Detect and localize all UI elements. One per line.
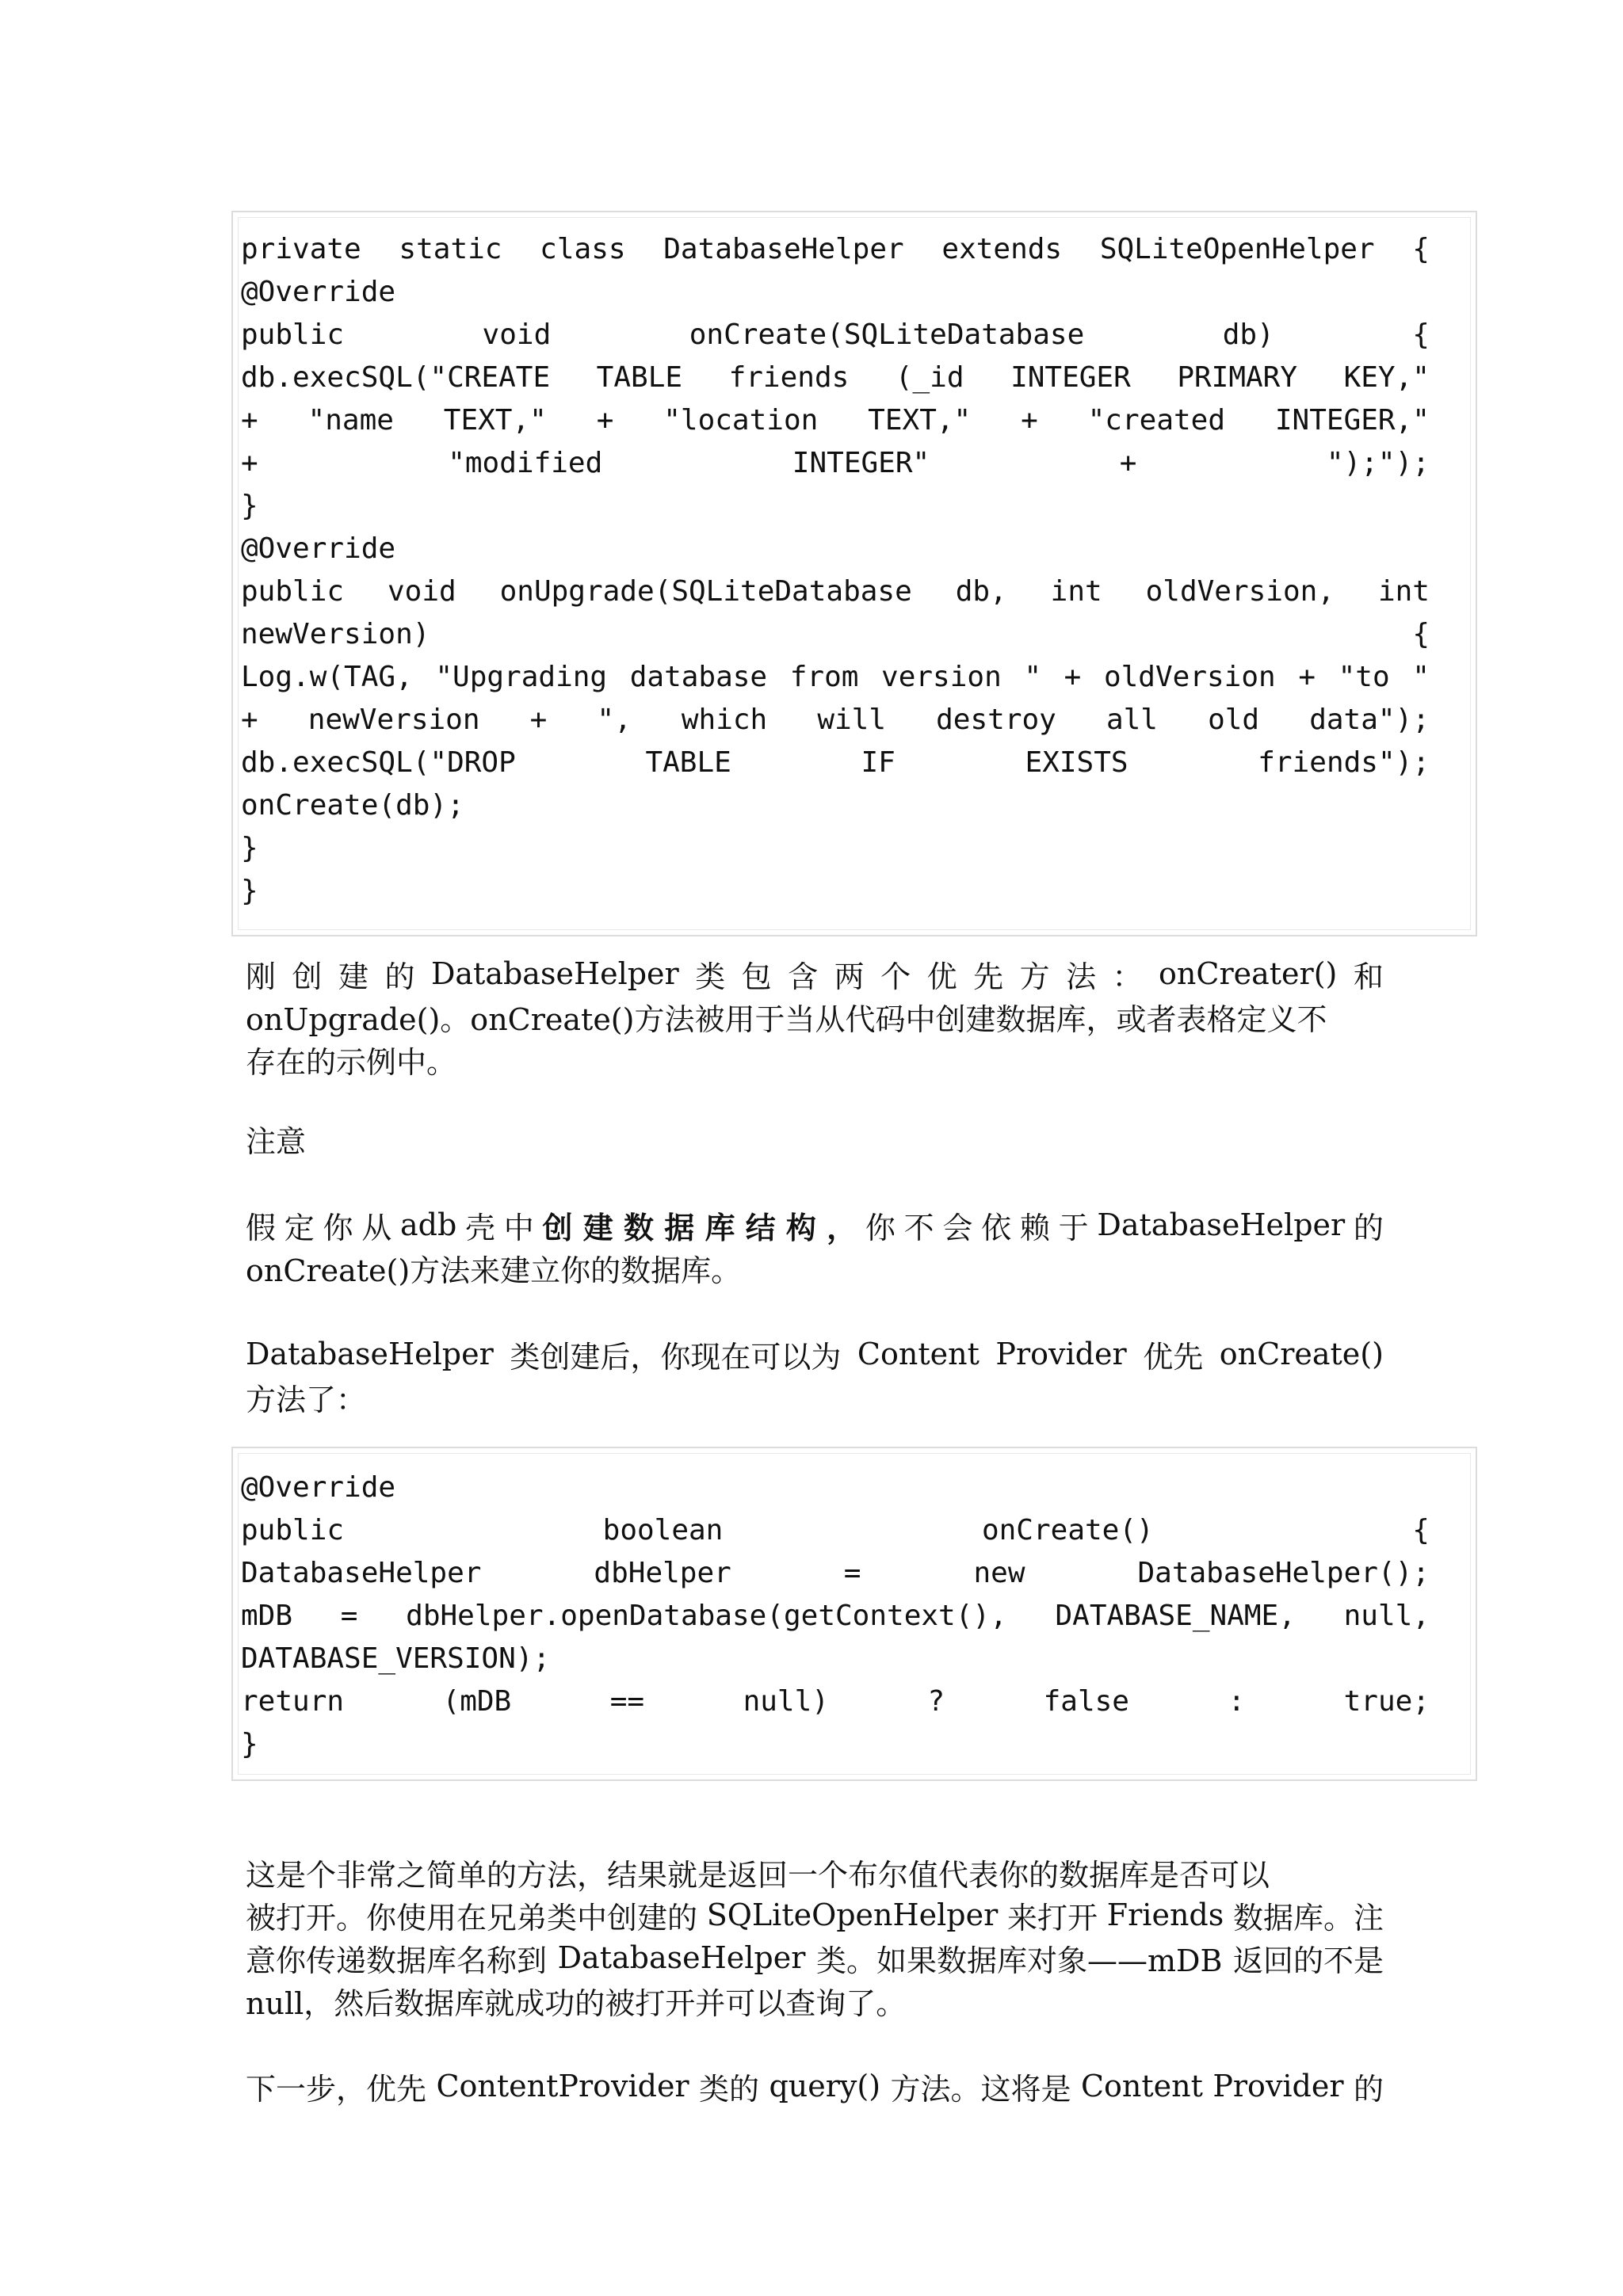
- code-2-token: null): [743, 1684, 829, 1718]
- code-1-token: +: [596, 403, 614, 437]
- note-token: 你: [865, 1210, 896, 1245]
- note-token: 依: [981, 1210, 1012, 1245]
- paragraph-2-line-2: [246, 1375, 1384, 1418]
- code-2-token: ?: [927, 1684, 945, 1718]
- code-1-token: EXISTS: [1025, 746, 1128, 779]
- code-2-line-4: [241, 1594, 1430, 1637]
- code-2-token: DATABASE_VERSION);: [241, 1642, 551, 1675]
- code-1-token: DatabaseHelper: [663, 232, 904, 265]
- paragraph-3-token: null，然后数据库就成功的被打开并可以查询了。: [246, 1985, 907, 2021]
- code-1-token: onUpgrade(SQLiteDatabase: [499, 574, 912, 608]
- code-1-token: {: [1412, 232, 1430, 265]
- code-1-token: version: [881, 660, 1002, 693]
- code-1-token: oldVersion,: [1145, 574, 1335, 608]
- code-1-token: static: [399, 232, 502, 265]
- code-1-token: INTEGER,": [1274, 403, 1430, 437]
- paragraph-4-token: Provider: [1212, 2069, 1344, 2103]
- paragraph-2-token: Content: [857, 1337, 980, 1371]
- code-1-line-8: [241, 527, 1430, 570]
- code-1-line-2: [241, 270, 1430, 313]
- code-1-token: int: [1050, 574, 1102, 608]
- paragraph-3-token: 意你传递数据库名称到: [246, 1943, 548, 1978]
- paragraph-1-line-2: [246, 995, 1384, 1038]
- code-2-token: ==: [609, 1684, 645, 1718]
- note-token: 从: [361, 1210, 392, 1245]
- code-1-token: db.execSQL("DROP: [241, 746, 516, 779]
- code-2-token: new: [973, 1556, 1025, 1589]
- code-2-token: }: [241, 1727, 258, 1760]
- code-1-token: Log.w(TAG,: [241, 660, 413, 693]
- code-1-token: "location: [663, 403, 819, 437]
- code-1-token: TABLE: [596, 360, 683, 394]
- code-1-token: }: [241, 489, 258, 522]
- code-1-token: public: [241, 318, 345, 351]
- code-1-line-7: [241, 484, 1430, 527]
- code-1-token: extends: [941, 232, 1063, 265]
- code-2-token: dbHelper: [594, 1556, 731, 1589]
- paragraph-2-token: DatabaseHelper: [246, 1337, 494, 1371]
- code-2-token: DatabaseHelper();: [1137, 1556, 1430, 1589]
- paragraph-4-token: 类的: [699, 2071, 760, 2107]
- code-1-token: newVersion): [241, 617, 430, 650]
- paragraph-4-token: 下一步，优先: [246, 2071, 427, 2107]
- note-token: adb: [400, 1207, 457, 1242]
- code-1-token: class: [540, 232, 626, 265]
- code-1-token: }: [241, 874, 258, 907]
- code-1-line-15: [241, 826, 1430, 869]
- code-2-token: onCreate(): [981, 1513, 1154, 1547]
- paragraph-3-token: DatabaseHelper: [557, 1940, 806, 1975]
- code-1-token: "name: [307, 403, 394, 437]
- code-2-line-7: [241, 1722, 1430, 1765]
- paragraph-1-token: 的: [384, 959, 415, 994]
- note-label: [246, 1117, 1384, 1160]
- code-1-token: database: [629, 660, 768, 693]
- code-1-line-14: [241, 784, 1430, 826]
- note-token: 的: [1353, 1210, 1384, 1245]
- note-token: 假: [246, 1210, 277, 1245]
- paragraph-4-token: 方法。这将是: [890, 2071, 1071, 2107]
- code-1-token: "modified: [448, 446, 603, 479]
- code-2-token: @Override: [241, 1470, 396, 1504]
- code-1-line-5: [241, 399, 1430, 441]
- paragraph-1-token: 刚: [246, 959, 277, 994]
- note-bold-phrase: 创 建 数 据 库 结 构 ，: [542, 1209, 857, 1245]
- paragraph-3-line-1: [246, 1851, 1384, 1894]
- code-2-token: public: [241, 1513, 345, 1547]
- code-2-token: true;: [1343, 1684, 1430, 1718]
- paragraph-1-token: DatabaseHelper: [430, 956, 679, 991]
- code-2-token: =: [340, 1599, 358, 1632]
- code-1-token: void: [387, 574, 456, 608]
- note-token: 不: [903, 1210, 934, 1245]
- code-1-token: private: [241, 232, 361, 265]
- note-paragraph-line-1: [246, 1203, 1384, 1246]
- code-1-token: newVersion: [307, 703, 480, 736]
- code-2-line-5: [241, 1637, 1430, 1680]
- code-1-token: TEXT,": [443, 403, 547, 437]
- code-1-line-11: [241, 655, 1430, 698]
- paragraph-4-token: ContentProvider: [436, 2069, 689, 2103]
- code-1-token: db,: [955, 574, 1007, 608]
- code-1-token: db): [1222, 318, 1274, 351]
- paragraph-4-line-1: [246, 2065, 1384, 2107]
- code-1-line-9: [241, 570, 1430, 612]
- code-2-token: {: [1412, 1513, 1430, 1547]
- code-2-token: DatabaseHelper: [241, 1556, 482, 1589]
- code-2-line-6: [241, 1680, 1430, 1722]
- code-1-token: SQLiteOpenHelper: [1099, 232, 1375, 265]
- code-2-token: false: [1043, 1684, 1129, 1718]
- note-token: DatabaseHelper: [1097, 1207, 1346, 1242]
- code-2-token: :: [1228, 1684, 1246, 1718]
- code-1-token: }: [241, 831, 258, 864]
- paragraph-1-token: 包: [741, 959, 772, 994]
- code-1-token: ": [1412, 660, 1430, 693]
- code-1-token: @Override: [241, 275, 396, 308]
- code-2-line-3: [241, 1551, 1430, 1594]
- note-paragraph-line-2: [246, 1246, 1384, 1289]
- code-1-line-12: [241, 698, 1430, 741]
- paragraph-1-token: 类: [695, 959, 726, 994]
- code-1-token: data");: [1309, 703, 1430, 736]
- code-1-token: @Override: [241, 532, 396, 565]
- paragraph-3-token: 类。如果数据库对象——mDB: [815, 1943, 1223, 1978]
- code-1-token: +: [529, 703, 548, 736]
- note-token: 赖: [1019, 1210, 1050, 1245]
- paragraph-2-token: Provider: [995, 1337, 1127, 1371]
- paragraph-2-token: 优先: [1143, 1339, 1204, 1375]
- code-1-token: "to: [1338, 660, 1390, 693]
- code-1-token: int: [1377, 574, 1430, 608]
- code-1-line-10: [241, 612, 1430, 655]
- paragraph-1-token: 建: [338, 959, 369, 994]
- code-1-token: ": [1024, 660, 1042, 693]
- code-1-token: onCreate(db);: [241, 788, 464, 822]
- code-1-token: +: [1021, 403, 1038, 437]
- paragraph-2-token: onCreate(): [1219, 1337, 1384, 1371]
- code-1-line-13: [241, 741, 1430, 784]
- paragraph-1-token: onUpgrade()。onCreate()方法被用于当从代码中创建数据库，或者表格定义不: [246, 1001, 1327, 1037]
- paragraph-3-token: 返回的不是: [1232, 1943, 1384, 1978]
- code-2-token: mDB: [241, 1599, 293, 1632]
- code-1-token: from: [789, 660, 859, 693]
- note-token: 你: [323, 1210, 353, 1245]
- code-2-token: DATABASE_NAME,: [1055, 1599, 1296, 1632]
- paragraph-1-token: 和: [1353, 959, 1384, 994]
- paragraph-1-token: 法: [1066, 959, 1097, 994]
- code-1-line-4: [241, 356, 1430, 399]
- paragraph-1-token: 优: [926, 959, 957, 994]
- paragraph-1-token: 方: [1019, 959, 1050, 994]
- note-label-text: 注意: [246, 1123, 307, 1159]
- paragraph-2-line-1: [246, 1333, 1384, 1375]
- paragraph-3-line-2: [246, 1894, 1384, 1936]
- code-2-token: boolean: [602, 1513, 724, 1547]
- code-1-line-1: [241, 227, 1430, 270]
- code-1-token: oldVersion: [1103, 660, 1276, 693]
- code-1-token: onCreate(SQLiteDatabase: [689, 318, 1085, 351]
- code-1-token: +: [241, 403, 258, 437]
- paragraph-1-line-1: [246, 952, 1384, 995]
- code-1-token: old: [1208, 703, 1260, 736]
- code-1-token: void: [482, 318, 552, 351]
- paragraph-3-line-4: [246, 1979, 1384, 2022]
- code-1-token: ",: [597, 703, 632, 736]
- paragraph-1-token: 两: [834, 959, 865, 994]
- paragraph-4-token: Content: [1080, 2069, 1203, 2103]
- note-token: 定: [284, 1210, 315, 1245]
- paragraph-1-token: 含: [788, 959, 819, 994]
- code-1-token: PRIMARY: [1177, 360, 1298, 394]
- paragraph-3-token: Friends: [1106, 1897, 1224, 1932]
- code-1-token: +: [1119, 446, 1137, 479]
- code-2-token: null,: [1343, 1599, 1430, 1632]
- code-1-token: TABLE: [645, 746, 731, 779]
- code-1-token: {: [1412, 318, 1430, 351]
- code-1-token: which: [681, 703, 768, 736]
- code-1-line-6: [241, 441, 1430, 484]
- code-1-token: "created: [1087, 403, 1226, 437]
- note-token: 会: [942, 1210, 973, 1245]
- code-1-line-16: [241, 869, 1430, 912]
- code-1-token: IF: [861, 746, 896, 779]
- code-1-token: KEY,": [1343, 360, 1430, 394]
- paragraph-1-token: onCreater(): [1159, 956, 1338, 991]
- paragraph-4-token: query(): [769, 2069, 881, 2103]
- code-2-token: return: [241, 1684, 345, 1718]
- paragraph-3-token: SQLiteOpenHelper: [706, 1897, 999, 1932]
- code-1-token: friends");: [1258, 746, 1430, 779]
- code-1-token: destroy: [936, 703, 1056, 736]
- code-1-token: db.execSQL("CREATE: [241, 360, 551, 394]
- code-2-token: (mDB: [442, 1684, 512, 1718]
- code-1-token: all: [1106, 703, 1158, 736]
- note-token: 壳: [465, 1210, 496, 1245]
- paragraph-3-token: 数据库。注: [1232, 1900, 1384, 1936]
- paragraph-1-token: 创: [292, 959, 323, 994]
- paragraph-1-token: 先: [973, 959, 1004, 994]
- code-1-token: INTEGER: [1010, 360, 1131, 394]
- code-1-token: +: [1064, 660, 1082, 693]
- code-2-line-2: [241, 1508, 1430, 1551]
- code-1-token: +: [241, 446, 258, 479]
- code-2-token: dbHelper.openDatabase(getContext(),: [406, 1599, 1007, 1632]
- code-1-token: INTEGER": [792, 446, 930, 479]
- code-1-line-3: [241, 313, 1430, 356]
- paragraph-3-token: 这是个非常之简单的方法，结果就是返回一个布尔值代表你的数据库是否可以: [246, 1857, 1270, 1893]
- paragraph-1-token: ：: [1112, 959, 1143, 994]
- code-1-token: "Upgrading: [435, 660, 608, 693]
- paragraph-3-token: 来打开: [1007, 1900, 1098, 1936]
- note-token: 中: [503, 1210, 534, 1245]
- paragraph-1-token: 个: [880, 959, 911, 994]
- code-1-token: public: [241, 574, 345, 608]
- code-1-token: will: [817, 703, 887, 736]
- code-1-token: (_id: [895, 360, 964, 394]
- paragraph-4-token: 的: [1353, 2071, 1384, 2107]
- code-2-line-1: [241, 1466, 1430, 1508]
- paragraph-1-token: 存在的示例中。: [246, 1044, 457, 1080]
- paragraph-2-token: 类创建后，你现在可以为: [510, 1339, 842, 1375]
- code-1-token: TEXT,": [868, 403, 972, 437]
- code-1-token: {: [1412, 617, 1430, 650]
- paragraph-3-token: 被打开。你使用在兄弟类中创建的: [246, 1900, 698, 1936]
- paragraph-2-token: 方法了：: [246, 1382, 367, 1417]
- code-1-token: friends: [728, 360, 850, 394]
- code-1-token: +: [1298, 660, 1316, 693]
- code-1-token: +: [241, 703, 258, 736]
- note-token: 于: [1058, 1210, 1089, 1245]
- code-2-token: =: [843, 1556, 861, 1589]
- code-1-token: ");");: [1326, 446, 1430, 479]
- note-paragraph-line-2-text: onCreate()方法来建立你的数据库。: [246, 1253, 742, 1288]
- paragraph-1-line-3: [246, 1038, 1384, 1081]
- paragraph-3-line-3: [246, 1936, 1384, 1979]
